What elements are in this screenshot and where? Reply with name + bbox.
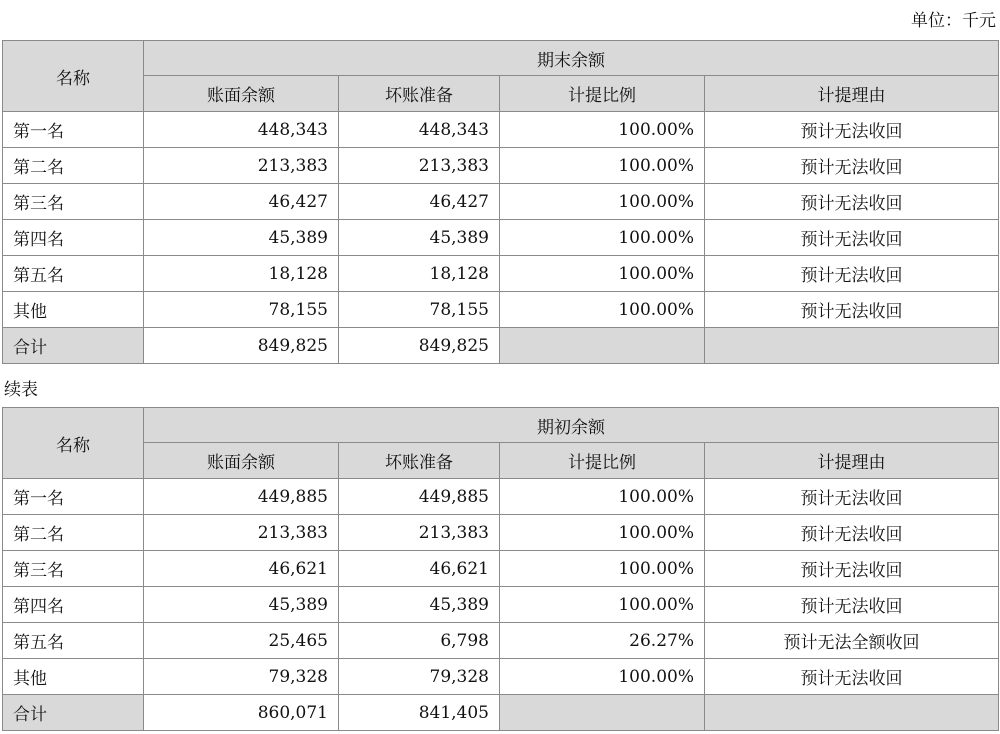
total-label: 合计 [3, 328, 144, 364]
empty-cell [500, 328, 705, 364]
column-header: 账面余额 [144, 443, 339, 479]
provision-reason: 预计无法收回 [705, 515, 999, 551]
book-balance: 79,328 [144, 659, 339, 695]
table-row [3, 623, 999, 659]
table-row [3, 148, 999, 184]
book-balance: 78,155 [144, 292, 339, 328]
closing-balance-table [2, 40, 999, 364]
table-row [3, 184, 999, 220]
table-row [3, 220, 999, 256]
book-balance: 46,621 [144, 551, 339, 587]
provision-reason: 预计无法收回 [705, 587, 999, 623]
bad-debt-provision: 45,389 [339, 220, 500, 256]
provision-ratio: 100.00% [500, 292, 705, 328]
bad-debt-provision: 449,885 [339, 479, 500, 515]
table-row [3, 551, 999, 587]
total-book-balance: 849,825 [144, 328, 339, 364]
provision-reason: 预计无法收回 [705, 292, 999, 328]
total-label: 合计 [3, 695, 144, 731]
bad-debt-provision: 46,621 [339, 551, 500, 587]
column-header: 计提比例 [500, 76, 705, 112]
column-header: 坏账准备 [339, 76, 500, 112]
provision-reason: 预计无法全额收回 [705, 623, 999, 659]
empty-cell [500, 695, 705, 731]
row-name: 第四名 [3, 587, 144, 623]
bad-debt-provision: 213,383 [339, 148, 500, 184]
provision-reason: 预计无法收回 [705, 220, 999, 256]
bad-debt-provision: 45,389 [339, 587, 500, 623]
provision-reason: 预计无法收回 [705, 551, 999, 587]
provision-ratio: 100.00% [500, 659, 705, 695]
name-header: 名称 [3, 408, 144, 479]
opening-balance-table [2, 407, 999, 731]
group-header: 期初余额 [144, 408, 999, 443]
provision-ratio: 100.00% [500, 184, 705, 220]
column-header: 计提比例 [500, 443, 705, 479]
table-row [3, 292, 999, 328]
row-name: 第三名 [3, 184, 144, 220]
empty-cell [705, 328, 999, 364]
provision-ratio: 100.00% [500, 587, 705, 623]
book-balance: 449,885 [144, 479, 339, 515]
book-balance: 45,389 [144, 587, 339, 623]
provision-reason: 预计无法收回 [705, 479, 999, 515]
book-balance: 46,427 [144, 184, 339, 220]
total-row [3, 328, 999, 364]
book-balance: 25,465 [144, 623, 339, 659]
row-name: 第四名 [3, 220, 144, 256]
table-row [3, 587, 999, 623]
column-header: 坏账准备 [339, 443, 500, 479]
provision-reason: 预计无法收回 [705, 256, 999, 292]
name-header: 名称 [3, 41, 144, 112]
provision-reason: 预计无法收回 [705, 184, 999, 220]
group-header: 期末余额 [144, 41, 999, 76]
continuation-label: 续表 [4, 380, 38, 400]
provision-ratio: 100.00% [500, 148, 705, 184]
bad-debt-provision: 78,155 [339, 292, 500, 328]
provision-ratio: 100.00% [500, 112, 705, 148]
provision-reason: 预计无法收回 [705, 112, 999, 148]
row-name: 第二名 [3, 515, 144, 551]
row-name: 第二名 [3, 148, 144, 184]
provision-ratio: 100.00% [500, 479, 705, 515]
total-row [3, 695, 999, 731]
bad-debt-provision: 448,343 [339, 112, 500, 148]
provision-ratio: 100.00% [500, 551, 705, 587]
book-balance: 448,343 [144, 112, 339, 148]
provision-ratio: 100.00% [500, 515, 705, 551]
provision-reason: 预计无法收回 [705, 148, 999, 184]
bad-debt-provision: 79,328 [339, 659, 500, 695]
row-name: 第一名 [3, 479, 144, 515]
column-header: 账面余额 [144, 76, 339, 112]
provision-ratio: 26.27% [500, 623, 705, 659]
total-bad-debt-provision: 849,825 [339, 328, 500, 364]
row-name: 第一名 [3, 112, 144, 148]
bad-debt-provision: 46,427 [339, 184, 500, 220]
row-name: 第五名 [3, 256, 144, 292]
bad-debt-provision: 6,798 [339, 623, 500, 659]
book-balance: 45,389 [144, 220, 339, 256]
book-balance: 18,128 [144, 256, 339, 292]
empty-cell [705, 695, 999, 731]
row-name: 其他 [3, 659, 144, 695]
row-name: 第五名 [3, 623, 144, 659]
column-header: 计提理由 [705, 76, 999, 112]
row-name: 其他 [3, 292, 144, 328]
bad-debt-provision: 18,128 [339, 256, 500, 292]
table-row [3, 515, 999, 551]
table-row [3, 256, 999, 292]
bad-debt-provision: 213,383 [339, 515, 500, 551]
table-row [3, 479, 999, 515]
table-row [3, 659, 999, 695]
book-balance: 213,383 [144, 148, 339, 184]
column-header: 计提理由 [705, 443, 999, 479]
provision-ratio: 100.00% [500, 220, 705, 256]
provision-ratio: 100.00% [500, 256, 705, 292]
total-bad-debt-provision: 841,405 [339, 695, 500, 731]
row-name: 第三名 [3, 551, 144, 587]
table-row [3, 112, 999, 148]
book-balance: 213,383 [144, 515, 339, 551]
provision-reason: 预计无法收回 [705, 659, 999, 695]
total-book-balance: 860,071 [144, 695, 339, 731]
unit-label: 单位：千元 [911, 11, 996, 31]
